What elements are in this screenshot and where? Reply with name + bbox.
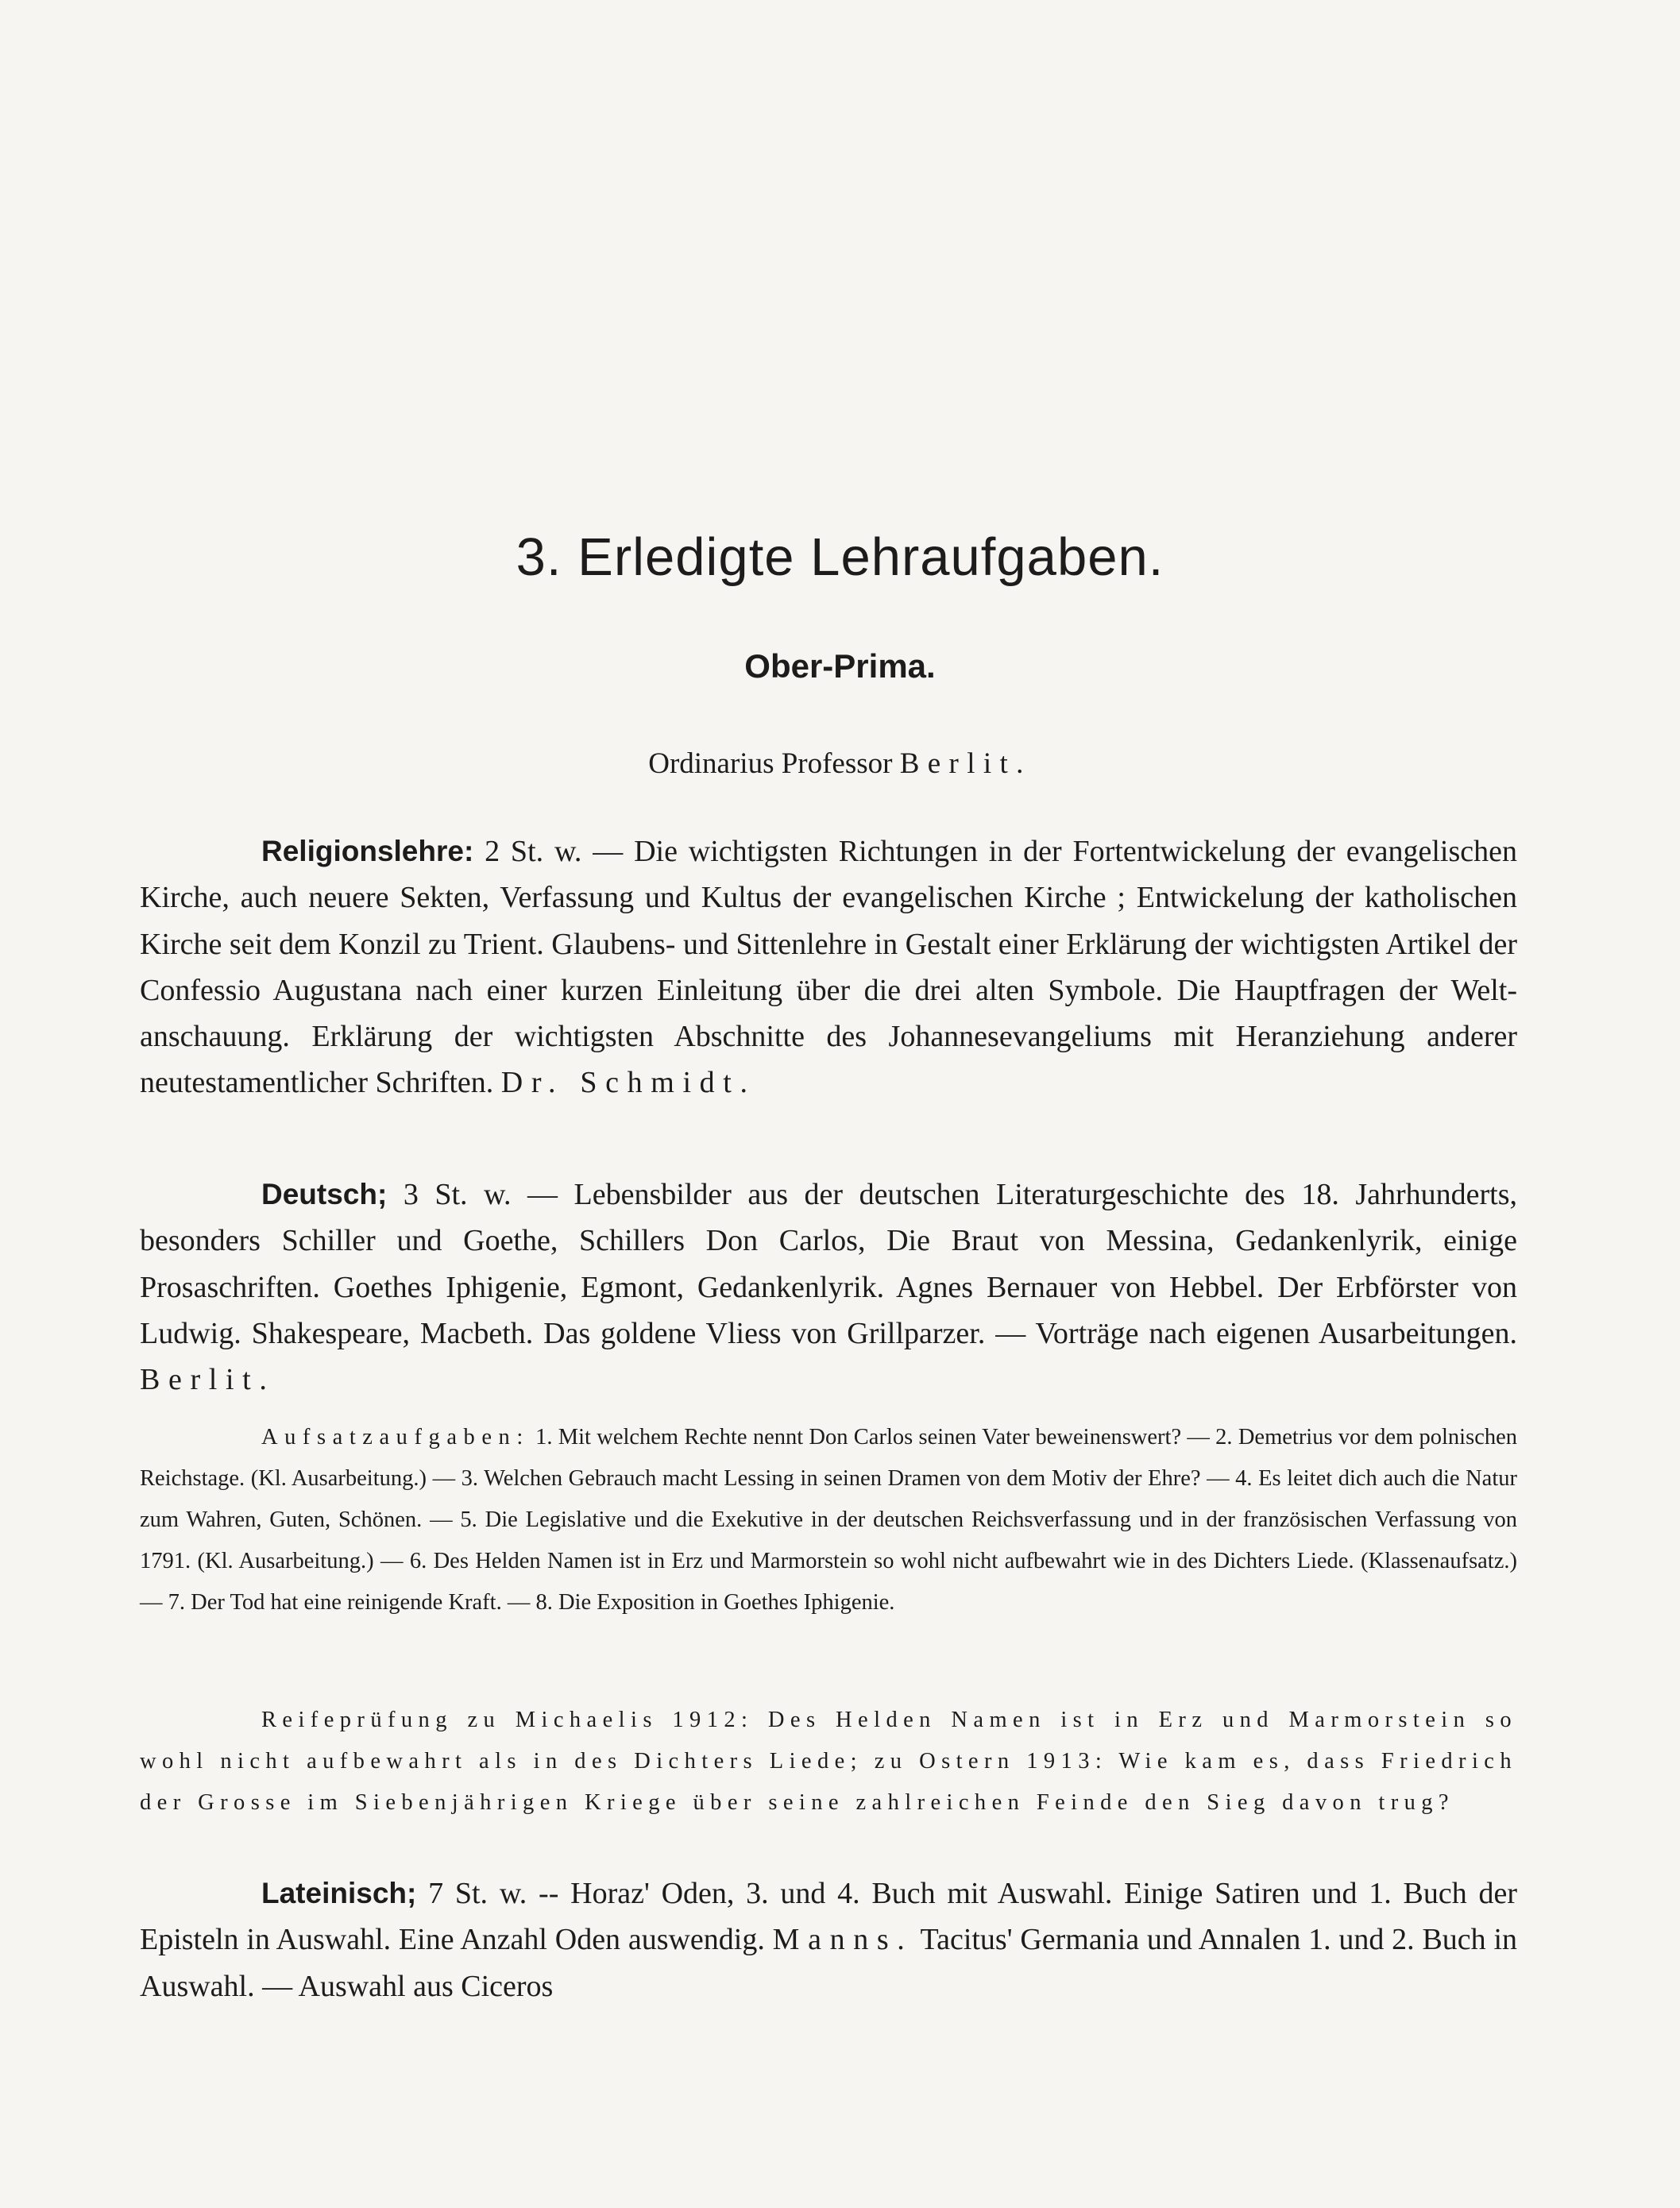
religion-teacher: Dr. Schmidt. <box>500 1066 756 1100</box>
deutsch-text: 3 St. w. — Lebensbilder aus der deutschen Literaturgeschichte des 18. Jahrhunderts, besonders Schiller und Goethe, Schillers Don Carlos, Die Braut von Messina, Gedankenlyrik, einige Prosaschriften. Goethes Iphigenie, Egmont, Gedankenlyrik. Agnes Bernauer von Hebbel. Der Erbförster von Ludwig. Shakespeare, Macbeth. Das goldene Vliess von Grillparzer. — Vorträge nach eigenen Ausarbeitungen. <box>140 1178 1517 1350</box>
deutsch-subject: Deutsch; <box>261 1178 388 1210</box>
ordinarius-prefix: Ordinarius Professor <box>648 747 893 780</box>
section-title: 3. Erledigte Lehraufgaben. <box>516 527 1164 587</box>
aufsatz-label: Aufsatzaufgaben: <box>261 1425 530 1449</box>
religion-subject: Religionslehre: <box>261 835 474 867</box>
latein-text-a: 7 St. w. -- Horaz' Oden, 3. und 4. Buch mit Auswahl. Einige Satiren und 1. Buch der Episteln in Auswahl. Eine Anzahl Oden auswendig. <box>140 1877 1517 1957</box>
latein-text-b: Tacitus' Germania und Annalen 1. und 2. Buch in Auswahl. — Auswahl aus Ciceros <box>140 1923 1517 2003</box>
class-title: Ober-Prima. <box>744 647 936 685</box>
latein-teacher: Manns. <box>772 1923 913 1957</box>
ordinarius-name: Berlit. <box>899 747 1032 780</box>
aufsatz-paragraph <box>140 1417 1517 1623</box>
religion-paragraph <box>140 828 1517 1106</box>
latein-subject: Lateinisch; <box>261 1877 417 1909</box>
reife-paragraph: Reifeprüfung zu Michaelis 1912: Des Helden Namen ist in Erz und Marmorstein so wohl nicht aufbewahrt als in des Dichters Liede; zu Ostern 1913: Wie kam es, dass Friedrich der Grosse im Siebenjährigen Kriege über seine zahlreichen Feinde den Sieg davon trug? <box>140 1708 1517 1815</box>
religion-text: 2 St. w. — Die wichtigsten Richtungen in der Fortentwickelung der evangelischen Kirche, auch neuere Sekten, Verfassung und Kultus der evangelischen Kirche ; Entwickelung der katholischen Kirche seit dem Konzil zu Trient. Glaubens- und Sittenlehre in Gestalt einer Erklärung der wichtigsten Artikel der Confessio Augustana nach einer kurzen Einleitung über die drei alten Symbole. Die Hauptfragen der Weltanschauung. Erklärung der wichtigsten Abschnitte des Johannesevangeliums mit Heranziehung anderer neutestamentlicher Schriften. <box>140 835 1517 1100</box>
deutsch-teacher: Berlit. <box>140 1363 276 1397</box>
aufsatz-text: 1. Mit welchem Rechte nennt Don Carlos seinen Vater beweinenswert? — 2. Demetrius vor dem polnischen Reichstage. (Kl. Ausarbeitung.) — 3. Welchen Gebrauch macht Lessing in seinen Dramen von dem Motiv der Ehre? — 4. Es leitet dich auch die Natur zum Wahren, Guten, Schönen. — 5. Die Legislative und die Exekutive in der deutschen Reichsverfassung und in der französischen Verfassung von 1791. (Kl. Ausarbeitung.) — 6. Des Helden Namen ist in Erz und Marmorstein so wohl nicht aufbewahrt wie in des Dichters Liede. (Klassenaufsatz.) — 7. Der Tod hat eine reinigende Kraft. — 8. Die Exposition in Goethes Iphigenie. <box>140 1425 1517 1615</box>
latein-paragraph <box>140 1870 1517 2009</box>
ordinarius-line <box>0 749 1680 778</box>
deutsch-paragraph <box>140 1172 1517 1403</box>
